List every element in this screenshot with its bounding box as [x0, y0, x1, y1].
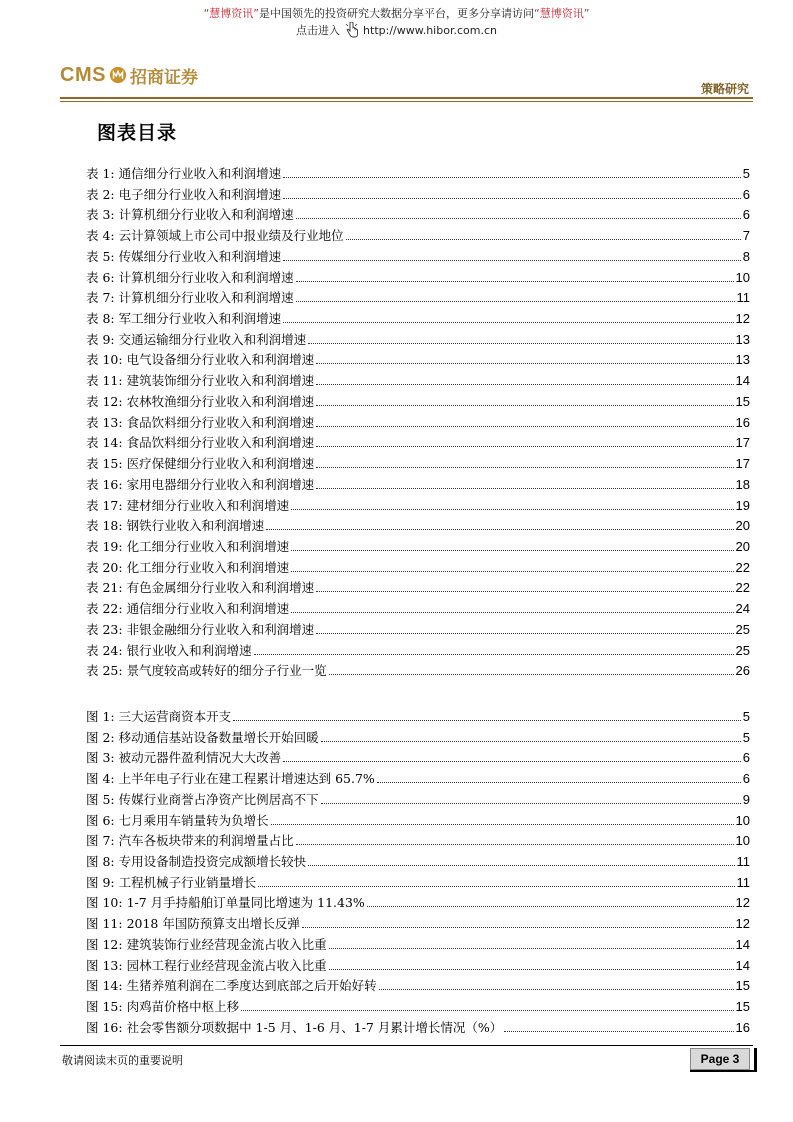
table-toc-entry-page: 16: [735, 414, 750, 430]
section-label: 策略研究: [700, 82, 749, 96]
figure-toc-entry-page: 15: [735, 978, 750, 994]
banner-brand[interactable]: “慧博资讯”: [203, 7, 259, 20]
table-toc-entry-page: 22: [735, 559, 750, 575]
tables-toc: [86, 164, 750, 682]
banner-url-link[interactable]: http://www.hibor.com.cn: [363, 24, 497, 37]
dot-leader: [316, 446, 733, 447]
table-toc-entry-page: 6: [742, 186, 750, 202]
figure-toc-entry[interactable]: [86, 831, 750, 852]
table-toc-entry-page: 24: [735, 601, 750, 617]
figure-toc-entry-page: 10: [735, 833, 750, 849]
figure-toc-entry-label: 图 11: 2018 年国防预算支出增长反弹: [86, 916, 300, 932]
figure-toc-entry[interactable]: [86, 728, 750, 749]
table-toc-entry-page: 17: [735, 435, 750, 451]
figure-toc-entry[interactable]: [86, 769, 750, 790]
dot-leader: [316, 633, 733, 634]
table-toc-entry-page: 10: [735, 269, 750, 285]
table-toc-entry-page: 20: [735, 518, 750, 534]
table-toc-entry-label: 表 9: 交通运输细分行业收入和利润增速: [86, 331, 307, 347]
table-toc-entry-label: 表 2: 电子细分行业收入和利润增速: [86, 186, 282, 202]
dot-leader: [316, 488, 733, 489]
figure-toc-entry-label: 图 9: 工程机械子行业销量增长: [86, 874, 257, 890]
figure-toc-entry[interactable]: [86, 748, 750, 769]
table-toc-entry-page: 15: [735, 393, 750, 409]
figure-toc-entry-label: 图 8: 专用设备制造投资完成额增长较快: [86, 854, 307, 870]
dot-leader: [296, 844, 734, 845]
table-toc-entry[interactable]: [86, 475, 750, 496]
dot-leader: [283, 198, 741, 199]
dot-leader: [291, 550, 733, 551]
dot-leader: [233, 720, 741, 721]
cms-emblem-icon: [109, 66, 127, 84]
table-toc-entry-label: 表 25: 景气度较高或转好的细分子行业一览: [86, 663, 327, 679]
dot-leader: [283, 322, 733, 323]
logo-cn-text: 招商证券: [129, 67, 198, 88]
table-toc-entry-page: 13: [735, 331, 750, 347]
table-toc-entry[interactable]: [86, 537, 750, 558]
figure-toc-entry-page: 10: [735, 812, 750, 828]
figure-toc-entry-label: 图 14: 生猪养殖利润在二季度达到底部之后开始好转: [86, 978, 377, 994]
footer-disclaimer: 敬请阅读末页的重要说明: [62, 1054, 183, 1067]
table-toc-entry[interactable]: [86, 309, 750, 330]
table-toc-entry-label: 表 12: 农林牧渔细分行业收入和利润增速: [86, 393, 315, 409]
dot-leader: [296, 281, 734, 282]
table-toc-entry-label: 表 14: 食品饮料细分行业收入和利润增速: [86, 435, 315, 451]
figure-toc-entry[interactable]: [86, 956, 750, 977]
dot-leader: [504, 1031, 733, 1032]
dot-leader: [316, 591, 733, 592]
figure-toc-entry[interactable]: [86, 873, 750, 894]
dot-leader: [329, 948, 734, 949]
dot-leader: [291, 509, 733, 510]
header-divider-thin: [60, 101, 753, 102]
table-toc-entry-page: 20: [735, 538, 750, 554]
table-toc-entry-page: 6: [742, 207, 750, 223]
figure-toc-entry-page: 12: [735, 895, 750, 911]
table-toc-entry[interactable]: [86, 330, 750, 351]
table-toc-entry-label: 表 24: 银行业收入和利润增速: [86, 642, 252, 658]
figure-toc-entry[interactable]: [86, 852, 750, 873]
figure-toc-entry[interactable]: [86, 1018, 750, 1039]
figure-toc-entry-label: 图 12: 建筑装饰行业经营现金流占收入比重: [86, 936, 327, 952]
dot-leader: [283, 177, 741, 178]
table-toc-entry[interactable]: [86, 558, 750, 579]
dot-leader: [291, 612, 733, 613]
table-toc-entry-label: 表 13: 食品饮料细分行业收入和利润增速: [86, 414, 315, 430]
figure-toc-entry-page: 16: [735, 1019, 750, 1035]
table-toc-entry-label: 表 15: 医疗保健细分行业收入和利润增速: [86, 456, 315, 472]
table-toc-entry[interactable]: [86, 350, 750, 371]
figure-toc-entry-page: 11: [736, 874, 750, 890]
figure-toc-entry-label: 图 5: 传媒行业商誉占净资产比例居高不下: [86, 791, 319, 807]
table-toc-entry-page: 19: [735, 497, 750, 513]
dot-leader: [271, 824, 734, 825]
table-toc-entry-page: 26: [735, 663, 750, 679]
table-toc-entry-label: 表 21: 有色金属细分行业收入和利润增速: [86, 580, 315, 596]
figure-toc-entry-page: 11: [736, 854, 750, 870]
table-toc-entry[interactable]: [86, 371, 750, 392]
page-badge-shadow-bottom: [690, 1070, 757, 1072]
dot-leader: [291, 571, 733, 572]
dot-leader: [283, 761, 741, 762]
figure-toc-entry-page: 5: [742, 729, 750, 745]
table-toc-entry-page: 7: [742, 228, 750, 244]
hand-pointer-icon: [345, 22, 359, 38]
banner-text: 是中国领先的投资研究大数据分享平台，更多分享请访问: [259, 7, 534, 20]
table-toc-entry-page: 12: [735, 311, 750, 327]
dot-leader: [316, 384, 733, 385]
dot-leader: [346, 239, 741, 240]
table-toc-entry-label: 表 5: 传媒细分行业收入和利润增速: [86, 248, 282, 264]
table-toc-entry[interactable]: [86, 433, 750, 454]
dot-leader: [258, 886, 734, 887]
figure-toc-entry[interactable]: [86, 811, 750, 832]
figure-toc-entry-page: 6: [742, 750, 750, 766]
dot-leader: [321, 803, 741, 804]
table-toc-entry-label: 表 3: 计算机细分行业收入和利润增速: [86, 207, 294, 223]
dot-leader: [329, 969, 734, 970]
figure-toc-entry-label: 图 3: 被动元器件盈利情况大大改善: [86, 750, 282, 766]
page-badge-shadow: [754, 1048, 757, 1070]
table-toc-entry-label: 表 6: 计算机细分行业收入和利润增速: [86, 269, 294, 285]
figure-toc-entry-page: 14: [735, 957, 750, 973]
table-toc-entry[interactable]: [86, 226, 750, 247]
table-toc-entry-page: 17: [735, 456, 750, 472]
table-toc-entry[interactable]: [86, 164, 750, 185]
banner-brand-2[interactable]: “慧博资讯”: [534, 7, 590, 20]
dot-leader: [241, 1010, 733, 1011]
figure-toc-entry[interactable]: [86, 790, 750, 811]
dot-leader: [308, 343, 733, 344]
banner-link-line: [0, 22, 793, 39]
dot-leader: [367, 906, 734, 907]
dot-leader: [296, 218, 741, 219]
figure-toc-entry-label: 图 6: 七月乘用车销量转为负增长: [86, 812, 269, 828]
figure-toc-entry[interactable]: [86, 935, 750, 956]
table-toc-entry[interactable]: [86, 620, 750, 641]
dot-leader: [302, 927, 734, 928]
figure-toc-entry-page: 12: [735, 916, 750, 932]
figure-toc-entry-page: 6: [742, 771, 750, 787]
figure-toc-entry-label: 图 10: 1-7 月手持船舶订单量同比增速为 11.43%: [86, 895, 365, 911]
table-toc-entry-label: 表 1: 通信细分行业收入和利润增速: [86, 166, 282, 181]
table-toc-entry-label: 表 20: 化工细分行业收入和利润增速: [86, 559, 290, 575]
table-toc-entry-page: 5: [742, 166, 750, 181]
table-toc-entry-label: 表 4: 云计算领域上市公司中报业绩及行业地位: [86, 228, 344, 244]
table-toc-entry-label: 表 10: 电气设备细分行业收入和利润增速: [86, 352, 315, 368]
dot-leader: [329, 674, 734, 675]
banner-link-prefix[interactable]: 点击进入: [296, 24, 341, 37]
figure-toc-entry-page: 9: [742, 791, 750, 807]
figure-toc-entry[interactable]: [86, 893, 750, 914]
dot-leader: [316, 363, 733, 364]
dot-leader: [266, 529, 733, 530]
dot-leader: [316, 405, 733, 406]
table-toc-entry[interactable]: [86, 205, 750, 226]
top-banner: [0, 6, 793, 39]
dot-leader: [283, 260, 741, 261]
logo-cms-text: CMS: [60, 63, 106, 86]
table-toc-entry[interactable]: [86, 516, 750, 537]
dot-leader: [296, 301, 735, 302]
dot-leader: [254, 654, 734, 655]
figure-toc-entry[interactable]: [86, 914, 750, 935]
figure-toc-entry-page: 5: [742, 709, 750, 724]
table-toc-entry[interactable]: [86, 454, 750, 475]
table-toc-entry-label: 表 8: 军工细分行业收入和利润增速: [86, 311, 282, 327]
table-toc-entry-label: 表 18: 钢铁行业收入和利润增速: [86, 518, 265, 534]
table-toc-entry[interactable]: [86, 661, 750, 682]
table-toc-entry-label: 表 17: 建材细分行业收入和利润增速: [86, 497, 290, 513]
figure-toc-entry-page: 15: [735, 999, 750, 1015]
figure-toc-entry-label: 图 15: 肉鸡苗价格中枢上移: [86, 999, 240, 1015]
table-toc-entry-page: 25: [735, 621, 750, 637]
dot-leader: [377, 782, 741, 783]
table-toc-entry[interactable]: [86, 392, 750, 413]
dot-leader: [308, 865, 734, 866]
figure-toc-entry-label: 图 16: 社会零售额分项数据中 1-5 月、1-6 月、1-7 月累计增长情况（%）: [86, 1019, 503, 1035]
dot-leader: [321, 741, 741, 742]
table-toc-entry-page: 13: [735, 352, 750, 368]
footer-divider: [60, 1045, 753, 1046]
table-toc-entry-label: 表 22: 通信细分行业收入和利润增速: [86, 601, 290, 617]
table-toc-entry[interactable]: [86, 247, 750, 268]
table-toc-entry-label: 表 19: 化工细分行业收入和利润增速: [86, 538, 290, 554]
dot-leader: [316, 426, 733, 427]
table-toc-entry-page: 22: [735, 580, 750, 596]
figure-toc-entry-label: 图 1: 三大运营商资本开支: [86, 709, 232, 724]
table-toc-entry-label: 表 7: 计算机细分行业收入和利润增速: [86, 290, 294, 306]
dot-leader: [379, 989, 734, 990]
table-toc-entry[interactable]: [86, 641, 750, 662]
figures-toc: [86, 707, 750, 1039]
figure-toc-entry-label: 图 2: 移动通信基站设备数量增长开始回暖: [86, 729, 319, 745]
table-toc-entry-label: 表 23: 非银金融细分行业收入和利润增速: [86, 621, 315, 637]
table-toc-entry[interactable]: [86, 268, 750, 289]
page-title: 图表目录: [97, 122, 178, 144]
table-toc-entry-page: 14: [735, 373, 750, 389]
company-logo: [60, 60, 198, 90]
table-toc-entry-page: 8: [742, 248, 750, 264]
table-toc-entry-page: 18: [735, 476, 750, 492]
figure-toc-entry-label: 图 13: 园林工程行业经营现金流占收入比重: [86, 957, 327, 973]
dot-leader: [316, 467, 733, 468]
table-toc-entry[interactable]: [86, 288, 750, 309]
figure-toc-entry[interactable]: [86, 707, 750, 728]
header-divider: [60, 97, 753, 99]
table-toc-entry-page: 25: [735, 642, 750, 658]
figure-toc-entry[interactable]: [86, 976, 750, 997]
figure-toc-entry-label: 图 4: 上半年电子行业在建工程累计增速达到 65.7%: [86, 771, 375, 787]
figure-toc-entry-label: 图 7: 汽车各板块带来的利润增量占比: [86, 833, 294, 849]
table-toc-entry-label: 表 16: 家用电器细分行业收入和利润增速: [86, 476, 315, 492]
table-toc-entry-page: 11: [736, 290, 750, 306]
table-toc-entry-label: 表 11: 建筑装饰细分行业收入和利润增速: [86, 373, 315, 389]
page-number-badge: Page 3: [690, 1048, 750, 1070]
table-toc-entry[interactable]: [86, 413, 750, 434]
figure-toc-entry-page: 14: [735, 936, 750, 952]
table-toc-entry[interactable]: [86, 599, 750, 620]
table-toc-entry[interactable]: [86, 185, 750, 206]
figure-toc-entry[interactable]: [86, 997, 750, 1018]
table-toc-entry[interactable]: [86, 496, 750, 517]
table-toc-entry[interactable]: [86, 578, 750, 599]
